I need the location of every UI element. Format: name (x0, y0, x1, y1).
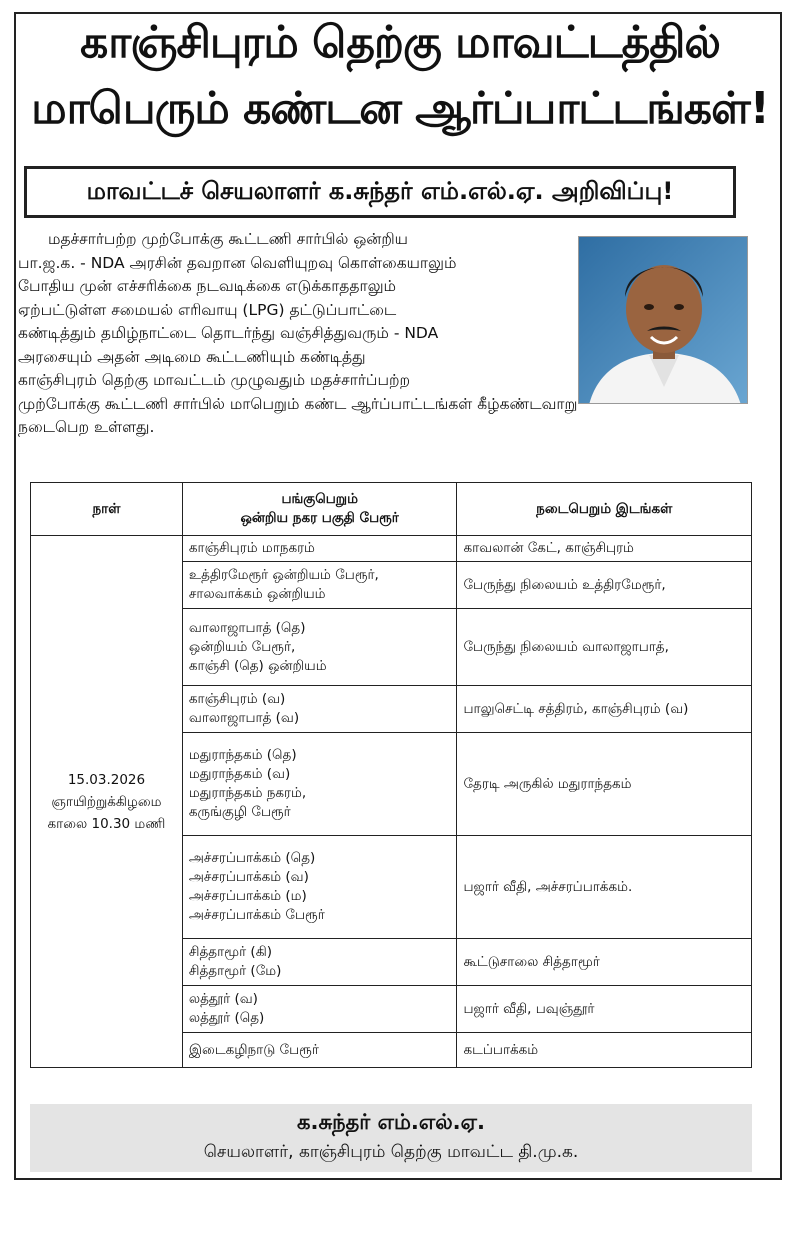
area-line: அச்சரப்பாக்கம் பேரூர் (188, 907, 325, 923)
signatory-role: செயலாளர், காஞ்சிபுரம் தெற்கு மாவட்ட தி.மு.க. (203, 1142, 579, 1162)
area-line: லத்தூர் (தெ) (188, 1010, 265, 1026)
area-line: வாலாஜாபாத் (வ) (188, 710, 300, 726)
areas-cell (182, 536, 457, 562)
areas-cell (182, 686, 457, 733)
header-areas-line-2: ஒன்றிய நகர பகுதி பேரூர் (240, 510, 399, 526)
areas-cell (182, 609, 457, 686)
table-header-row (31, 483, 752, 536)
area-line: மதுராந்தகம் நகரம், (188, 785, 307, 801)
area-line: ஒன்றியம் பேரூர், (188, 638, 296, 655)
signature-footer (30, 1104, 752, 1172)
intro-line: போதிய முன் எச்சரிக்கை நடவடிக்கை எடுக்காததாலும் (18, 277, 397, 295)
area-line: அச்சரப்பாக்கம் (வ) (188, 869, 309, 885)
area-line: காஞ்சிபுரம் (வ) (188, 691, 286, 707)
areas-cell (182, 733, 457, 836)
events-table (30, 482, 752, 1068)
area-line: அச்சரப்பாக்கம் (ம) (188, 888, 307, 904)
intro-line: பா.ஜ.க. - NDA அரசின் தவறான வெளியுறவு கொள்கையாலும் (18, 253, 457, 272)
venue-cell: தேரடி அருகில் மதுராந்தகம் (457, 733, 752, 836)
venue-cell: பாலுசெட்டி சத்திரம், காஞ்சிபுரம் (வ) (457, 686, 752, 733)
event-date: 15.03.2026 (67, 771, 146, 788)
header-areas (182, 483, 457, 536)
intro-line: மதச்சார்பற்ற முற்போக்கு கூட்டணி சார்பில் ஒன்றிய (48, 230, 408, 248)
headline (10, 10, 790, 160)
header-date: நாள் (31, 483, 183, 536)
venue-cell: பஜார் வீதி, அச்சரப்பாக்கம். (457, 836, 752, 939)
event-day: ஞாயிற்றுக்கிழமை (51, 793, 162, 810)
header-areas-line-1: பங்குபெறும் (281, 491, 358, 507)
area-line: உத்திரமேரூர் ஒன்றியம் பேரூர், (188, 567, 379, 583)
portrait-photo (578, 236, 748, 404)
area-line: அச்சரப்பாக்கம் (தெ) (188, 850, 316, 866)
venue-cell: பேருந்து நிலையம் உத்திரமேரூர், (457, 562, 752, 609)
intro-line: நடைபெற உள்ளது. (18, 418, 155, 436)
area-line: சித்தாமூர் (கி) (188, 944, 273, 960)
area-line: லத்தூர் (வ) (188, 991, 258, 1007)
intro-line: கண்டித்தும் தமிழ்நாட்டை தொடர்ந்து வஞ்சித்துவரும் - NDA (18, 324, 439, 342)
area-line: இடைகழிநாடு பேரூர் (188, 1041, 319, 1058)
areas-cell (182, 986, 457, 1033)
headline-line-1: காஞ்சிபுரம் தெற்கு மாவட்டத்தில் (80, 17, 720, 68)
areas-cell (182, 836, 457, 939)
venue-cell: பேருந்து நிலையம் வாலாஜாபாத், (457, 609, 752, 686)
subheading-box (24, 166, 736, 218)
intro-line: ஏற்பட்டுள்ள சமையல் எரிவாயு (LPG) தட்டுப்பாட்டை (18, 300, 397, 319)
header-venue: நடைபெறும் இடங்கள் (457, 483, 752, 536)
area-line: மதுராந்தகம் (வ) (188, 766, 291, 782)
area-line: காஞ்சிபுரம் மாநகரம் (188, 540, 315, 556)
area-line: காஞ்சி (தெ) ஒன்றியம் (188, 657, 327, 674)
areas-cell (182, 939, 457, 986)
area-line: வாலாஜாபாத் (தெ) (188, 619, 306, 636)
venue-cell: காவலான் கேட், காஞ்சிபுரம் (457, 536, 752, 562)
subheading: மாவட்டச் செயலாளர் க.சுந்தர் எம்.எல்.ஏ. அறிவிப்பு! (86, 176, 674, 205)
areas-cell (182, 1033, 457, 1068)
venue-cell: கடப்பாக்கம் (457, 1033, 752, 1068)
intro-line: அரசையும் அதன் அடிமை கூட்டணியும் கண்டித்து (18, 347, 366, 366)
venue-cell: கூட்டுசாலை சித்தாமூர் (457, 939, 752, 986)
area-line: கருங்குழி பேரூர் (188, 804, 291, 820)
portrait-illustration (579, 237, 748, 404)
headline-line-2: மாபெரும் கண்டன ஆர்ப்பாட்டங்கள்! (31, 83, 769, 134)
intro-line: முற்போக்கு கூட்டணி சார்பில் மாபெறும் கண்ட ஆர்ப்பாட்டங்கள் கீழ்கண்டவாறு (18, 394, 578, 413)
table-row (31, 536, 752, 562)
area-line: சித்தாமூர் (மே) (188, 963, 282, 979)
venue-cell: பஜார் வீதி, பவுஞ்தூர் (457, 986, 752, 1033)
intro-lines (18, 228, 563, 393)
event-time: காலை 10.30 மணி (47, 815, 166, 832)
date-cell (31, 536, 183, 1068)
area-line: மதுராந்தகம் (தெ) (188, 747, 297, 763)
signatory-name: க.சுந்தர் எம்.எல்.ஏ. (297, 1110, 485, 1134)
intro-line: காஞ்சிபுரம் தெற்கு மாவட்டம் முழுவதும் மதச்சார்ப்பற்ற (18, 371, 411, 389)
areas-cell (182, 562, 457, 609)
area-line: சாலவாக்கம் ஒன்றியம் (188, 586, 326, 602)
